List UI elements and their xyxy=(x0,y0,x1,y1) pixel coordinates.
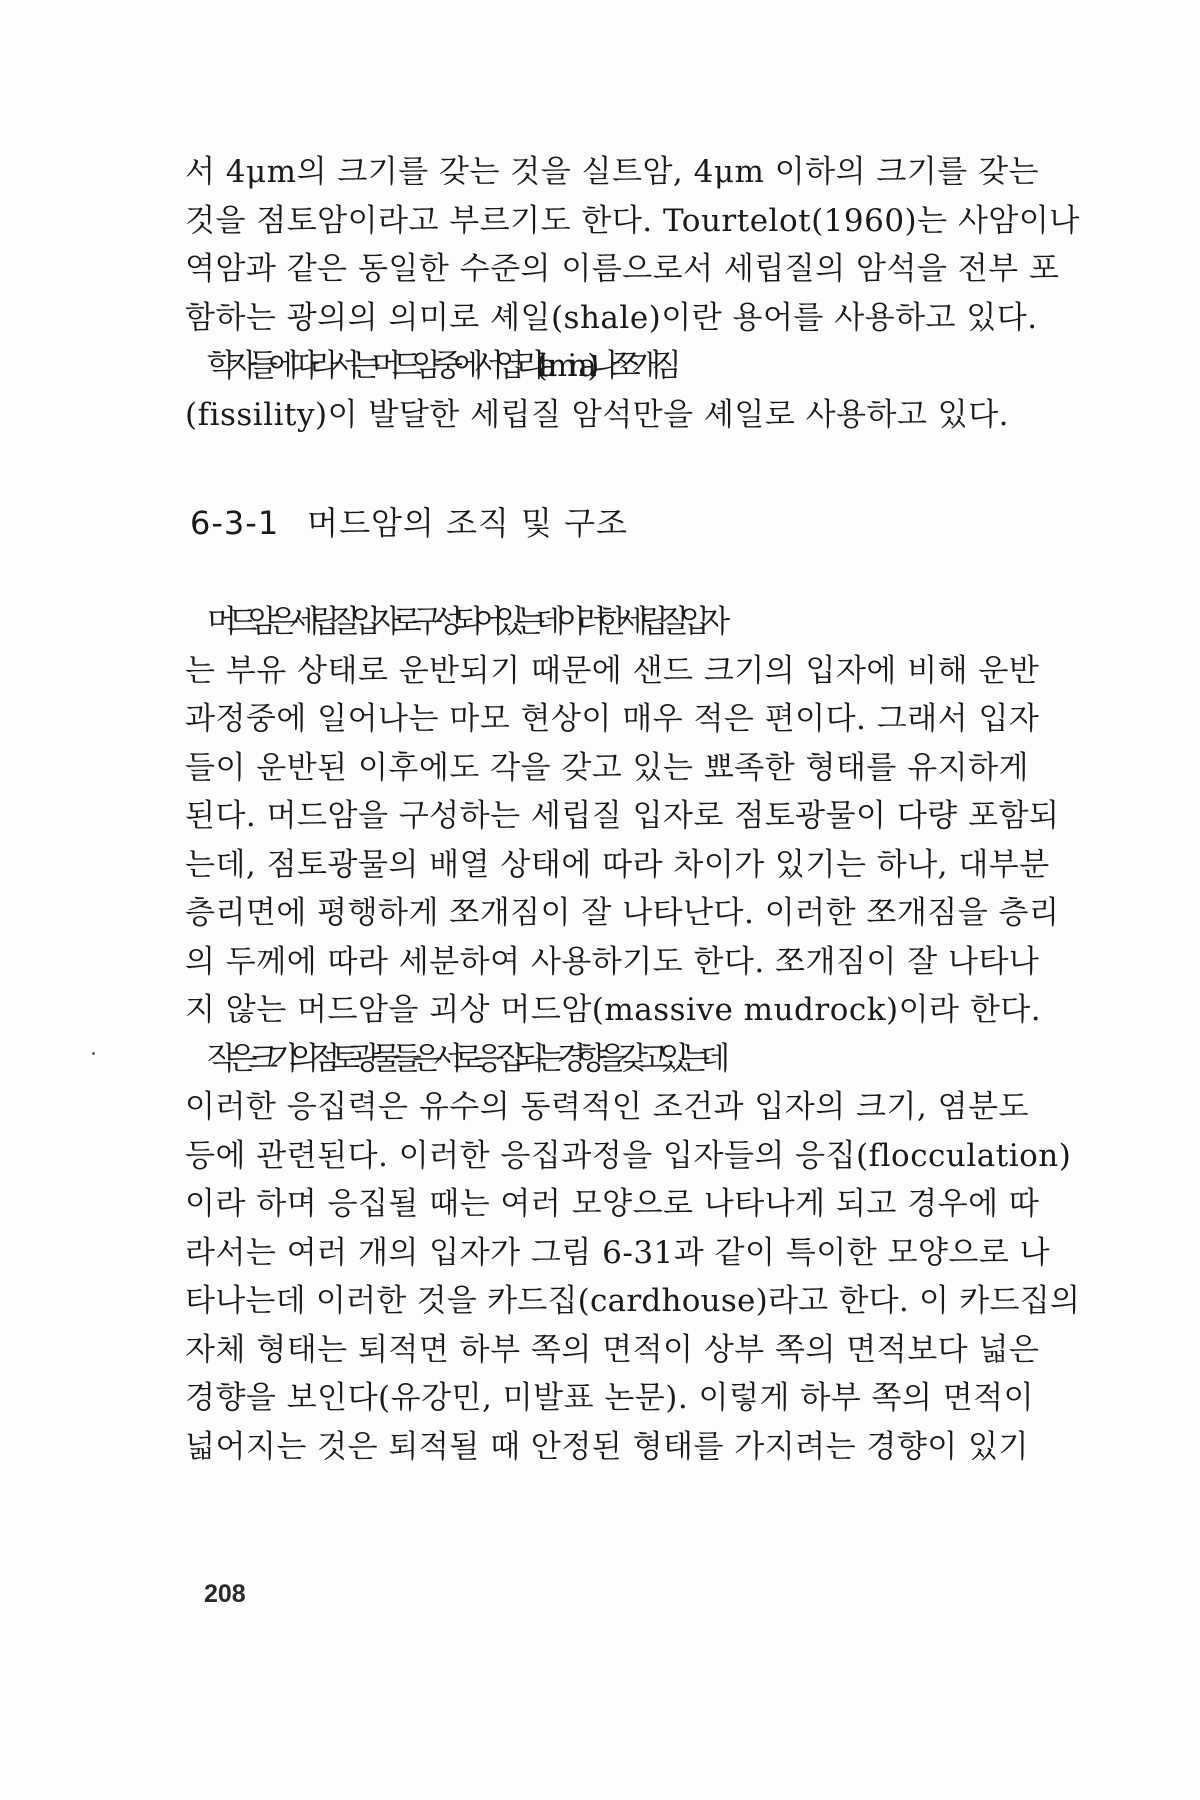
text-line: 머드암은 세립질 입자로 구성되어 있는데 이러한 세립질 입자 xyxy=(207,604,721,640)
text-line: 역암과 같은 동일한 수준의 이름으로서 세립질의 암석을 전부 포 xyxy=(185,251,1060,287)
text-line: 학자들에 따라서는 머드암 중에서 엽리(lamina)나 쪼개짐 xyxy=(207,348,673,384)
text-line: 타나는데 이러한 것을 카드집(cardhouse)라고 한다. 이 카드집의 xyxy=(185,1283,1081,1319)
text-line: 등에 관련된다. 이러한 응집과정을 입자들의 응집(flocculation) xyxy=(185,1137,1072,1174)
intro-text xyxy=(185,148,1080,439)
section-title: 머드암의 조직 및 구조 xyxy=(307,504,628,542)
text-line: 이라 하며 응집될 때는 여러 모양으로 나타나게 되고 경우에 따 xyxy=(185,1186,1040,1222)
text-line: 지 않는 머드암을 괴상 머드암(massive mudrock)이라 한다. xyxy=(185,992,1042,1028)
text-line: 과정중에 일어나는 마모 현상이 매우 적은 편이다. 그래서 입자 xyxy=(185,701,1040,737)
text-line: 서 4μm의 크기를 갖는 것을 실트암, 4μm 이하의 크기를 갖는 xyxy=(185,154,1039,190)
text-line: 는데, 점토광물의 배열 상태에 따라 차이가 있기는 하나, 대부분 xyxy=(185,846,1050,883)
text-line: 이러한 응집력은 유수의 동력적인 조건과 입자의 크기, 염분도 xyxy=(185,1089,1029,1125)
scan-speck xyxy=(92,1052,95,1055)
text-line: 함하는 광의의 의미로 셰일(shale)이란 용어를 사용하고 있다. xyxy=(185,299,1038,336)
text-line: 작은 크기의 점토광물들은 서로 응집되는 경향을 갖고 있는데 xyxy=(207,1040,721,1077)
body-text xyxy=(185,598,1080,1471)
text-line: 라서는 여러 개의 입자가 그림 6-31과 같이 특이한 모양으로 나 xyxy=(185,1234,1051,1271)
text-line: 층리면에 평행하게 쪼개짐이 잘 나타난다. 이러한 쪼개짐을 층리 xyxy=(185,895,1060,931)
text-line: 의 두께에 따라 세분하여 사용하기도 한다. 쪼개짐이 잘 나타나 xyxy=(185,943,1040,980)
text-line: 자체 형태는 퇴적면 하부 쪽의 면적이 상부 쪽의 면적보다 넓은 xyxy=(185,1331,1040,1368)
text-line: 는 부유 상태로 운반되기 때문에 샌드 크기의 입자에 비해 운반 xyxy=(185,652,1040,689)
section-number: 6-3-1 xyxy=(190,504,280,542)
page-number: 208 xyxy=(204,1580,246,1608)
text-line: 것을 점토암이라고 부르기도 한다. Tourtelot(1960)는 사암이나 xyxy=(185,202,1080,239)
text-line: 들이 운반된 이후에도 각을 갖고 있는 뾰족한 형태를 유지하게 xyxy=(185,749,1029,786)
section-heading xyxy=(190,498,628,544)
text-line: 넓어지는 것은 퇴적될 때 안정된 형태를 가지려는 경향이 있기 xyxy=(185,1428,1029,1465)
text-line: (fissility)이 발달한 세립질 암석만을 셰일로 사용하고 있다. xyxy=(185,396,1010,433)
text-line: 경향을 보인다(유강민, 미발표 논문). 이렇게 하부 쪽의 면적이 xyxy=(185,1380,1035,1416)
text-line: 된다. 머드암을 구성하는 세립질 입자로 점토광물이 다량 포함되 xyxy=(185,798,1060,834)
